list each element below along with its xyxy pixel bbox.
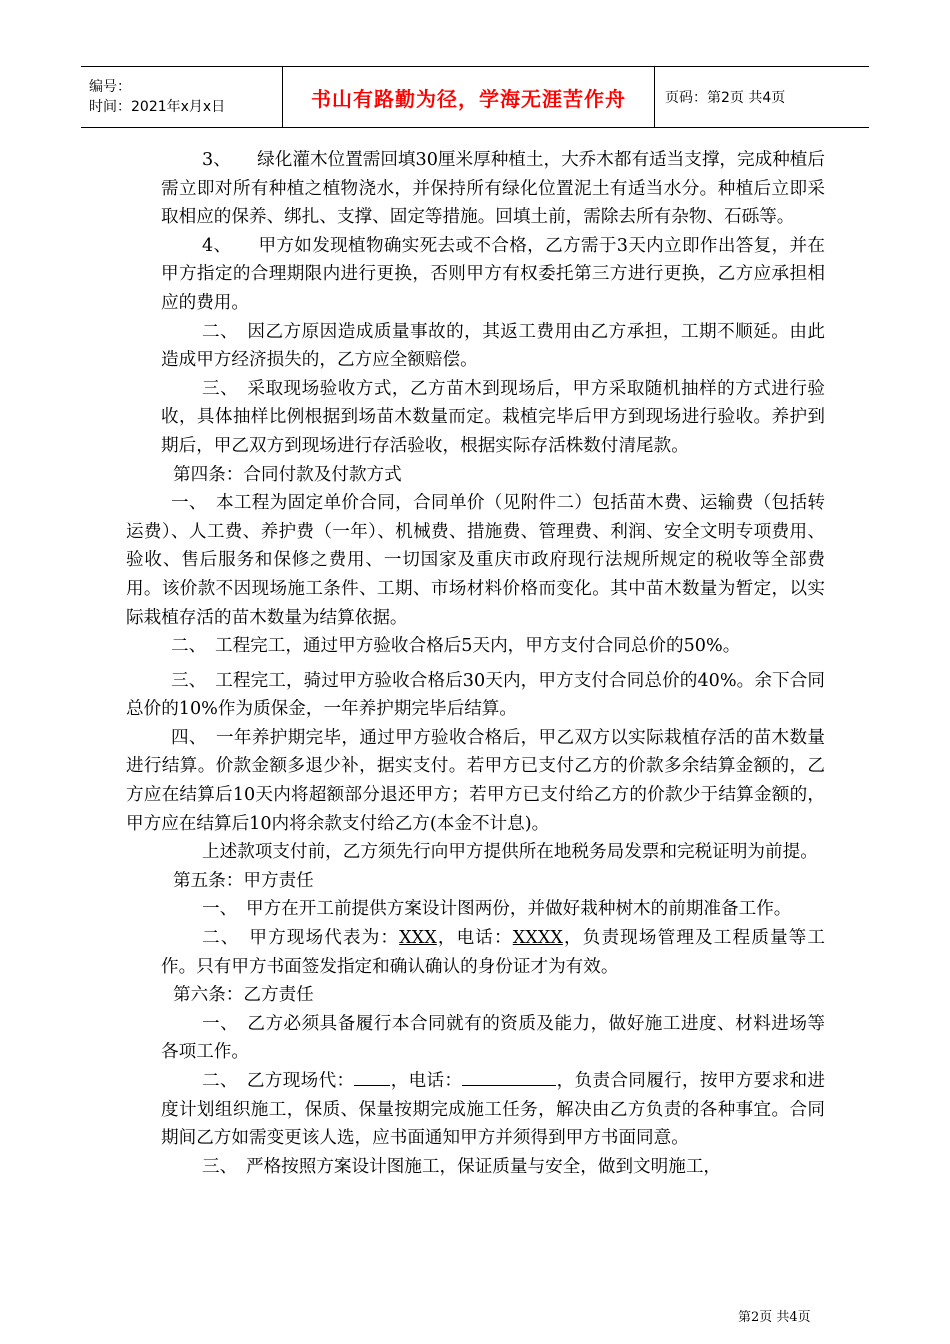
clause-3-planting: 3、 绿化灌木位置需回填30厘米厚种植土，大乔木都有适当支撑，完成种植后需立即对所有种植之植物浇水，并保持所有绿化位置泥土有适当水分。种植后立即采取相应的保养、绑扎、支撑、固定等措施。回填土前，需除去所有杂物、石砾等。 bbox=[161, 150, 825, 228]
tax-invoice-clause: 上述款项支付前，乙方须先行向甲方提供所在地税务局发票和完税证明为前提。 bbox=[202, 842, 818, 863]
clause-4-replacement: 4、 甲方如发现植物确实死去或不合格，乙方需于3天内立即作出答复，并在甲方指定的合理期限内进行更换，否则甲方有权委托第三方进行更换，乙方应承担相应的费用。 bbox=[161, 235, 825, 313]
header-motto-cell bbox=[283, 67, 655, 127]
party-b-duty-text: ，负责合同履行，按甲方要求和进度计划组织施工，保质、保量按期完成施工任务，解决由乙方负责的各种事宜。合同期间乙方如需变更该人选，应书面通知甲方并须得到甲方书面同意。 bbox=[161, 1071, 825, 1149]
header-motto: 书山有路勤为径，学海无涯苦作舟 bbox=[311, 86, 626, 111]
party-a-phone: XXXX bbox=[512, 928, 563, 949]
party-b-phone-label: ，电话： bbox=[390, 1071, 463, 1091]
article-6-title: 第六条：乙方责任 bbox=[173, 985, 314, 1006]
clause-quality-accident: 二、 因乙方原因造成质量事故的，其返工费用由乙方承担，工期不顺延。由此造成甲方经济损失的，乙方应全额赔偿。 bbox=[161, 321, 825, 371]
party-a-rep-label: 二、 甲方现场代表为： bbox=[202, 928, 400, 949]
footer-page-number: 第2页 共4页 bbox=[738, 1310, 811, 1325]
party-b-clause-2 bbox=[161, 1067, 825, 1153]
party-b-rep-label: 二、 乙方现场代： bbox=[202, 1071, 355, 1091]
header-page-number: 页码：第2页 共4页 bbox=[665, 90, 786, 106]
party-b-clause-3: 三、 严格按照方案设计图施工，保证质量与安全，做到文明施工， bbox=[202, 1156, 722, 1177]
party-b-phone-blank bbox=[462, 1069, 556, 1086]
party-b-rep-blank bbox=[354, 1069, 390, 1086]
party-b-clause-1: 一、 乙方必须具备履行本合同就有的资质及能力，做好施工进度、材料进场等各项工作。 bbox=[161, 1013, 825, 1063]
party-a-rep-name: XXX bbox=[399, 928, 437, 949]
header-meta bbox=[81, 67, 283, 127]
payment-clause-4: 四、 一年养护期完毕，通过甲方验收合格后，甲乙双方以实际栽植存活的苗木数量进行结算。价款金额多退少补，据实支付。若甲方已支付乙方的价款多余结算金额的，乙方应在结算后10天内将超额部分退还甲方；若甲方已支付给乙方的价款少于结算金额的，甲方应在结算后10内将余款支付给乙方(本金不计息)。 bbox=[126, 727, 825, 834]
article-5-title: 第五条：甲方责任 bbox=[173, 870, 314, 891]
clause-acceptance: 三、 采取现场验收方式，乙方苗木到现场后，甲方采取随机抽样的方式进行验收，具体抽样比例根据到场苗木数量而定。栽植完毕后甲方到现场进行验收。养护到期后，甲乙双方到现场进行存活验收，根据实际存活株数付清尾款。 bbox=[161, 378, 825, 456]
page-header bbox=[81, 66, 869, 128]
party-a-clause-2 bbox=[161, 924, 825, 981]
document-date-label: 时间：2021年x月x日 bbox=[89, 99, 226, 115]
party-a-phone-label: ，电话： bbox=[436, 928, 513, 949]
article-4-title: 第四条：合同付款及付款方式 bbox=[173, 464, 402, 485]
party-a-clause-1: 一、 甲方在开工前提供方案设计图两份，并做好栽种树木的前期准备工作。 bbox=[202, 899, 792, 920]
party-a-duty-text: ，负责现场管理及工程质量等工作。只有甲方书面签发指定和确认确认的身份证才为有效。 bbox=[161, 928, 825, 977]
contract-body bbox=[126, 146, 825, 1181]
payment-clause-3: 三、 工程完工，骑过甲方验收合格后30天内，甲方支付合同总价的40%。余下合同总价的10%作为质保金，一年养护期完毕后结算。 bbox=[126, 670, 825, 720]
payment-clause-1: 一、 本工程为固定单价合同，合同单价（见附件二）包括苗木费、运输费（包括转运费）、人工费、养护费（一年）、机械费、措施费、管理费、利润、安全文明专项费用、验收、售后服务和保修之费用、一切国家及重庆市政府现行法规所规定的税收等全部费用。该价款不因现场施工条件、工期、市场材料价格而变化。其中苗木数量为暂定，以实际栽植存活的苗木数量为结算依据。 bbox=[126, 493, 825, 628]
header-page-cell bbox=[655, 67, 869, 127]
document-number-label: 编号： bbox=[89, 79, 131, 95]
payment-clause-2: 二、 工程完工，通过甲方验收合格后5天内，甲方支付合同总价的50%。 bbox=[171, 636, 741, 657]
